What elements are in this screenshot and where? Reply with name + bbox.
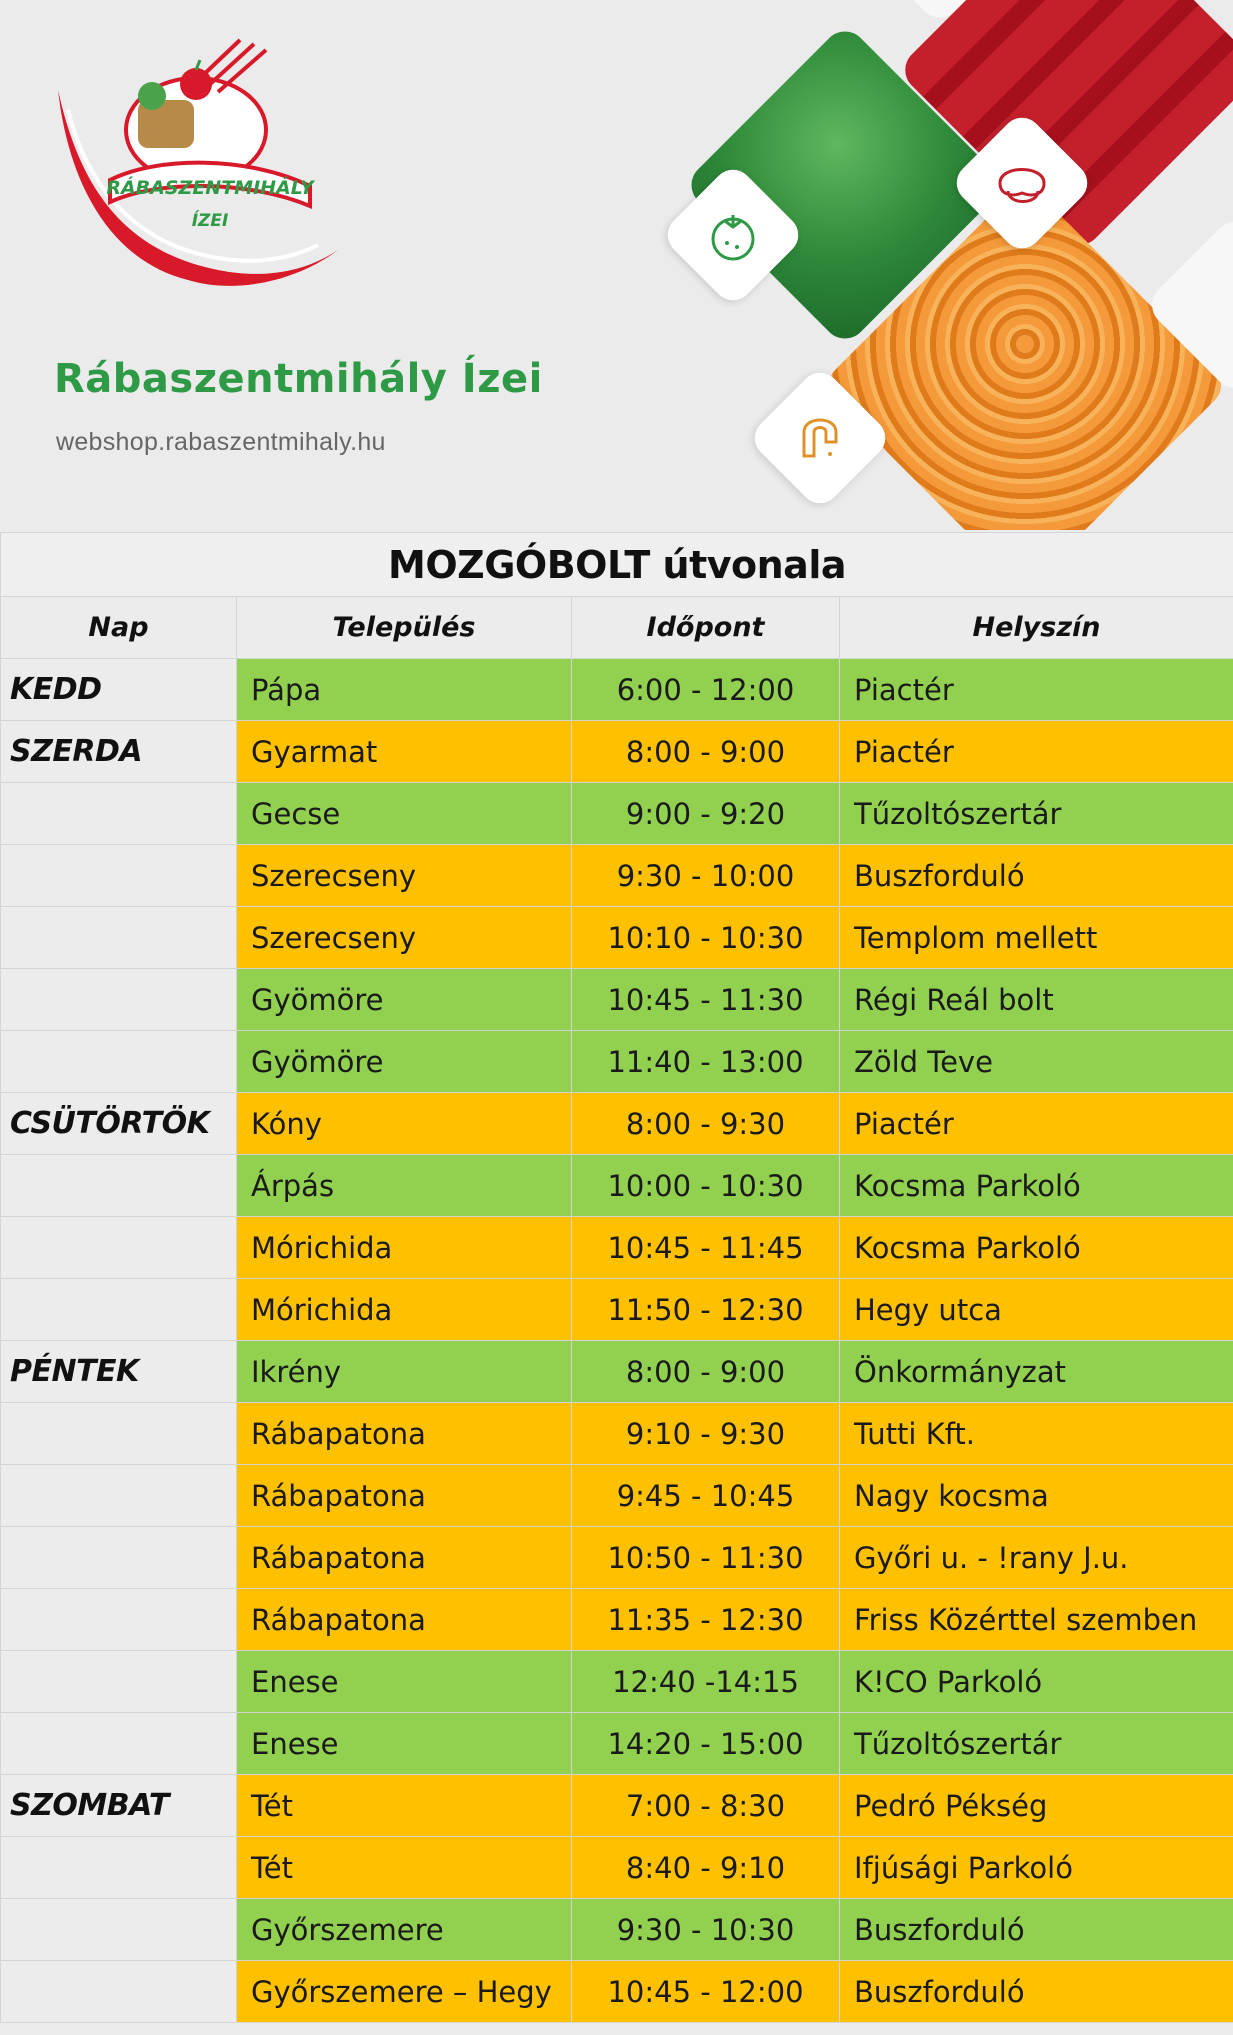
place-cell: Pedró Pékség (840, 1775, 1233, 1837)
town-cell: Gecse (237, 783, 572, 845)
day-cell (1, 1527, 237, 1589)
time-cell: 6:00 - 12:00 (572, 659, 840, 721)
time-cell: 9:30 - 10:00 (572, 845, 840, 907)
day-cell (1, 845, 237, 907)
place-cell: Friss Közérttel szemben (840, 1589, 1233, 1651)
place-cell: Ifjúsági Parkoló (840, 1837, 1233, 1899)
place-cell: Tűzoltószertár (840, 783, 1233, 845)
webshop-url[interactable]: webshop.rabaszentmihaly.hu (56, 428, 386, 456)
table-row (1, 1899, 1233, 1961)
place-cell: Piactér (840, 1093, 1233, 1155)
town-cell: Gyömöre (237, 969, 572, 1031)
header-banner (0, 0, 1233, 530)
table-row (1, 1155, 1233, 1217)
table-row (1, 1217, 1233, 1279)
table-row (1, 659, 1233, 721)
column-header-day: Nap (1, 597, 237, 659)
table-row (1, 1651, 1233, 1713)
table-row (1, 1713, 1233, 1775)
time-cell: 10:10 - 10:30 (572, 907, 840, 969)
day-cell (1, 1155, 237, 1217)
day-cell: SZERDA (1, 721, 237, 783)
place-cell: Buszforduló (840, 845, 1233, 907)
time-cell: 12:40 -14:15 (572, 1651, 840, 1713)
day-cell (1, 1589, 237, 1651)
table-row (1, 1961, 1233, 2023)
table-row (1, 1031, 1233, 1093)
place-cell: Hegy utca (840, 1279, 1233, 1341)
day-cell (1, 969, 237, 1031)
time-cell: 10:45 - 11:45 (572, 1217, 840, 1279)
town-cell: Árpás (237, 1155, 572, 1217)
place-cell: Önkormányzat (840, 1341, 1233, 1403)
time-cell: 10:45 - 11:30 (572, 969, 840, 1031)
day-cell (1, 907, 237, 969)
day-cell (1, 1651, 237, 1713)
town-cell: Szerecseny (237, 845, 572, 907)
column-header-town: Település (237, 597, 572, 659)
place-cell: Régi Reál bolt (840, 969, 1233, 1031)
day-cell (1, 1899, 237, 1961)
place-cell: Győri u. - !rany J.u. (840, 1527, 1233, 1589)
table-row (1, 783, 1233, 845)
place-cell: Zöld Teve (840, 1031, 1233, 1093)
time-cell: 11:35 - 12:30 (572, 1589, 840, 1651)
time-cell: 11:40 - 13:00 (572, 1031, 840, 1093)
table-row (1, 1589, 1233, 1651)
table-row (1, 969, 1233, 1031)
town-cell: Szerecseny (237, 907, 572, 969)
town-cell: Pápa (237, 659, 572, 721)
day-cell: KEDD (1, 659, 237, 721)
brand-name: Rábaszentmihály Ízei (54, 356, 543, 402)
table-row (1, 1527, 1233, 1589)
brand-logo (48, 30, 348, 320)
time-cell: 8:40 - 9:10 (572, 1837, 840, 1899)
day-cell: SZOMBAT (1, 1775, 237, 1837)
place-cell: Buszforduló (840, 1961, 1233, 2023)
pasta-icon (784, 402, 856, 474)
time-cell: 9:30 - 10:30 (572, 1899, 840, 1961)
logo-text-line1: RÁBASZENTMIHÁLY (106, 177, 314, 199)
table-row (1, 721, 1233, 783)
day-cell (1, 1279, 237, 1341)
time-cell: 7:00 - 8:30 (572, 1775, 840, 1837)
town-cell: Tét (237, 1837, 572, 1899)
table-row (1, 907, 1233, 969)
table-row (1, 1465, 1233, 1527)
day-cell (1, 1713, 237, 1775)
place-cell: Buszforduló (840, 1899, 1233, 1961)
day-cell: CSÜTÖRTÖK (1, 1093, 237, 1155)
day-cell (1, 1465, 237, 1527)
town-cell: Ikrény (237, 1341, 572, 1403)
time-cell: 9:45 - 10:45 (572, 1465, 840, 1527)
town-cell: Rábapatona (237, 1589, 572, 1651)
town-cell: Enese (237, 1651, 572, 1713)
table-row (1, 1837, 1233, 1899)
time-cell: 8:00 - 9:00 (572, 721, 840, 783)
logo-text-line2: ÍZEI (191, 211, 229, 231)
table-row (1, 845, 1233, 907)
time-cell: 9:00 - 9:20 (572, 783, 840, 845)
town-cell: Rábapatona (237, 1403, 572, 1465)
day-cell (1, 1961, 237, 2023)
day-cell (1, 1403, 237, 1465)
table-row (1, 1403, 1233, 1465)
table-title: MOZGÓBOLT útvonala (1, 533, 1233, 597)
time-cell: 9:10 - 9:30 (572, 1403, 840, 1465)
place-cell: Kocsma Parkoló (840, 1217, 1233, 1279)
town-cell: Enese (237, 1713, 572, 1775)
place-cell: Nagy kocsma (840, 1465, 1233, 1527)
place-cell: Piactér (840, 721, 1233, 783)
sausage-icon (986, 147, 1058, 219)
time-cell: 8:00 - 9:30 (572, 1093, 840, 1155)
table-row (1, 1093, 1233, 1155)
day-cell (1, 783, 237, 845)
place-cell: Kocsma Parkoló (840, 1155, 1233, 1217)
town-cell: Tét (237, 1775, 572, 1837)
town-cell: Gyarmat (237, 721, 572, 783)
day-cell (1, 1031, 237, 1093)
town-cell: Gyömöre (237, 1031, 572, 1093)
town-cell: Győrszemere (237, 1899, 572, 1961)
tomato-icon (697, 199, 769, 271)
table-row (1, 1775, 1233, 1837)
town-cell: Kóny (237, 1093, 572, 1155)
place-cell: Templom mellett (840, 907, 1233, 969)
day-cell (1, 1837, 237, 1899)
time-cell: 11:50 - 12:30 (572, 1279, 840, 1341)
town-cell: Mórichida (237, 1217, 572, 1279)
column-header-time: Időpont (572, 597, 840, 659)
day-cell: PÉNTEK (1, 1341, 237, 1403)
place-cell: Piactér (840, 659, 1233, 721)
table-row (1, 1341, 1233, 1403)
day-cell (1, 1217, 237, 1279)
place-cell: Tutti Kft. (840, 1403, 1233, 1465)
time-cell: 14:20 - 15:00 (572, 1713, 840, 1775)
town-cell: Győrszemere – Hegy (237, 1961, 572, 2023)
schedule-table (0, 532, 1233, 2023)
time-cell: 10:45 - 12:00 (572, 1961, 840, 2023)
town-cell: Rábapatona (237, 1465, 572, 1527)
time-cell: 10:00 - 10:30 (572, 1155, 840, 1217)
table-row (1, 1279, 1233, 1341)
town-cell: Rábapatona (237, 1527, 572, 1589)
place-cell: Tűzoltószertár (840, 1713, 1233, 1775)
column-header-place: Helyszín (840, 597, 1233, 659)
time-cell: 10:50 - 11:30 (572, 1527, 840, 1589)
place-cell: K!CO Parkoló (840, 1651, 1233, 1713)
time-cell: 8:00 - 9:00 (572, 1341, 840, 1403)
town-cell: Mórichida (237, 1279, 572, 1341)
